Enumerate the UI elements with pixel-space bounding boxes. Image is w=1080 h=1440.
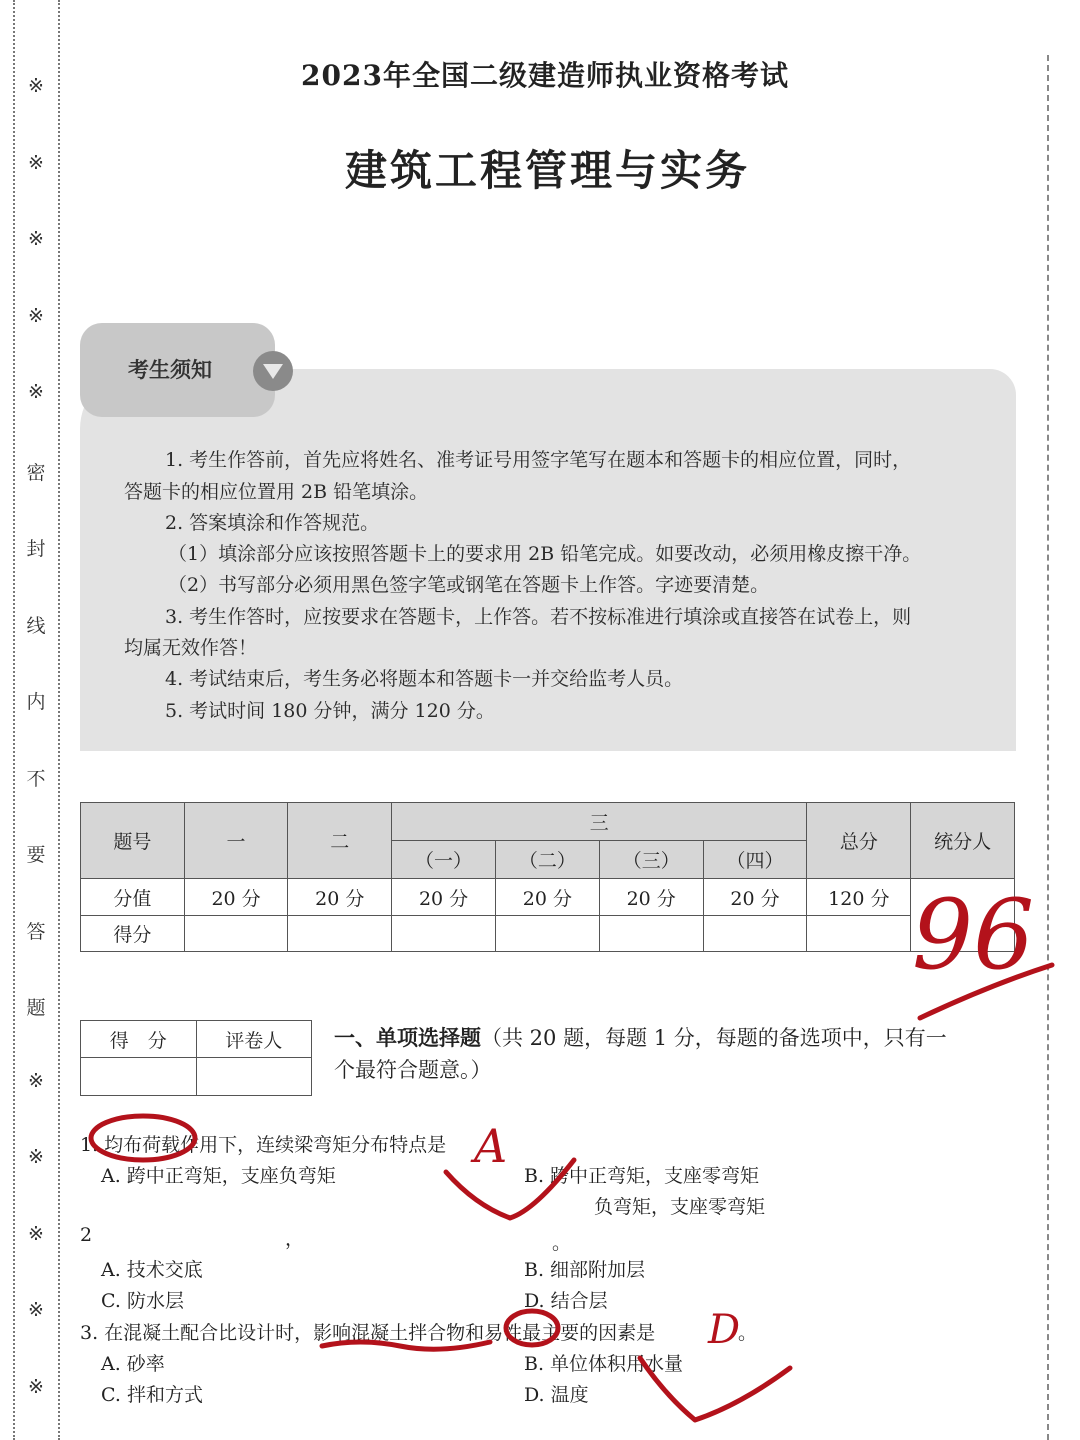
seal-asterisk: ※: [28, 1375, 44, 1398]
option: B. 跨中正弯矩，支座零弯矩: [524, 1165, 760, 1187]
score-table: [80, 802, 1015, 952]
section-desc: 个最符合题意。）: [334, 1058, 492, 1082]
sub-col-header: （三）: [599, 841, 703, 879]
table-cell: [703, 916, 807, 952]
seal-char: 密: [26, 461, 46, 484]
notice-line: 4. 考试结束后，考生务必将题本和答题卡一并交给监考人员。: [165, 668, 684, 690]
notice-line: 1. 考生作答前，首先应将姓名、准考证号用签字笔写在题本和答题卡的相应位置，同时，: [165, 449, 912, 471]
table-cell: 20 分: [184, 879, 288, 916]
sub-col-header: （二）: [495, 841, 599, 879]
notice-line: 均属无效作答！: [124, 637, 258, 659]
table-cell: [184, 916, 288, 952]
table-cell: 20 分: [495, 879, 599, 916]
option: D. 结合层: [524, 1290, 608, 1312]
seal-asterisk: ※: [28, 304, 44, 327]
notice-line: 5. 考试时间 180 分钟，满分 120 分。: [165, 700, 495, 722]
row-label-value: 分值: [81, 879, 185, 916]
exam-name: 2023年全国二级建造师执业资格考试: [301, 59, 789, 92]
table-cell: 20 分: [703, 879, 807, 916]
option: A. 砂率: [101, 1353, 165, 1375]
seal-asterisk: ※: [28, 1146, 44, 1168]
handwritten-answer: D: [708, 1307, 741, 1353]
seal-strip: [0, 0, 72, 1440]
question-fragment: 。: [552, 1232, 572, 1254]
table-cell: 120 分: [807, 879, 911, 916]
score-underline: [920, 965, 1052, 1018]
question-number: 2: [80, 1224, 93, 1246]
subject-title: 建筑工程管理与实务: [344, 146, 750, 195]
notice-line: 3. 考生作答时，应按要求在答题卡，上作答。若不按标准进行填涂或直接答在试卷上，则: [165, 606, 912, 628]
seal-char: 内: [26, 691, 46, 713]
question-stem: 3. 在混凝土配合比设计时，影响混凝土拌合物和易性最主要的因素是: [80, 1322, 656, 1344]
seal-char: 答: [26, 920, 46, 943]
col-label: 题号: [81, 803, 185, 879]
notice-title: 考生须知: [128, 357, 212, 382]
seal-char: 题: [26, 997, 46, 1019]
col-header-2: 二: [288, 803, 392, 879]
option-fragment: 负弯矩，支座零弯矩: [594, 1196, 766, 1218]
col-header-scorer: 统分人: [911, 803, 1015, 879]
table-cell: [288, 916, 392, 952]
section-heading: [334, 1022, 1024, 1086]
grader-box: [80, 1020, 312, 1096]
option: C. 拌和方式: [101, 1384, 203, 1406]
grader-reviewer-label: 评卷人: [196, 1021, 311, 1058]
table-cell: [196, 1058, 311, 1096]
notice-line: （1）填涂部分应该按照答题卡上的要求用 2B 铅笔完成。如要改动，必须用橡皮擦干净。: [168, 543, 922, 565]
seal-asterisk: ※: [28, 75, 44, 97]
seal-asterisk: ※: [28, 1222, 44, 1245]
sub-col-header: （一）: [392, 841, 496, 879]
col-header-total: 总分: [807, 803, 911, 879]
table-cell: [495, 916, 599, 952]
table-cell: [81, 1058, 197, 1096]
table-cell: [392, 916, 496, 952]
seal-asterisk: ※: [28, 1299, 44, 1321]
table-cell: 20 分: [288, 879, 392, 916]
col-header-3: 三: [392, 803, 807, 841]
scorer-cell: [911, 879, 1015, 952]
seal-char: 线: [26, 614, 46, 637]
triangle-down-icon: [253, 351, 293, 391]
seal-asterisk: ※: [28, 151, 44, 174]
notice-line: （2）书写部分必须用黑色签字笔或钢笔在答题卡上作答。字迹要清楚。: [168, 574, 770, 596]
seal-asterisk: ※: [28, 228, 44, 250]
option: A. 技术交底: [101, 1259, 203, 1281]
option: A. 跨中正弯矩，支座负弯矩: [101, 1165, 336, 1187]
seal-asterisk: ※: [28, 381, 44, 403]
notice-line: 答题卡的相应位置用 2B 铅笔填涂。: [124, 481, 429, 503]
table-cell: 20 分: [599, 879, 703, 916]
col-header-1: 一: [184, 803, 288, 879]
seal-asterisk: ※: [28, 1069, 44, 1092]
section-title: 一、单项选择题: [334, 1025, 481, 1050]
sub-col-header: （四）: [703, 841, 807, 879]
table-cell: [807, 916, 911, 952]
question-stem: 1. 均布荷载作用下，连续梁弯矩分布特点是: [80, 1134, 447, 1156]
table-cell: 20 分: [392, 879, 496, 916]
seal-char: 封: [26, 538, 46, 560]
question-fragment: ，: [285, 1228, 305, 1250]
handwritten-score: 96: [912, 879, 1035, 991]
seal-char: 要: [26, 844, 46, 866]
option: C. 防水层: [101, 1290, 184, 1312]
grader-score-label: 得 分: [81, 1021, 197, 1058]
margin-dashed-line: [1047, 55, 1049, 1440]
option: D. 温度: [524, 1384, 589, 1406]
section-desc: （共 20 题，每题 1 分，每题的备选项中，只有一: [481, 1026, 947, 1050]
table-cell: [599, 916, 703, 952]
option: B. 单位体积用水量: [524, 1353, 684, 1375]
notice-line: 2. 答案填涂和作答规范。: [165, 512, 380, 534]
option: B. 细部附加层: [524, 1259, 646, 1281]
row-label-score: 得分: [81, 916, 185, 952]
handwritten-answer: A: [474, 1119, 508, 1173]
seal-char: 不: [26, 767, 46, 790]
question-fragment: 。: [738, 1322, 758, 1344]
